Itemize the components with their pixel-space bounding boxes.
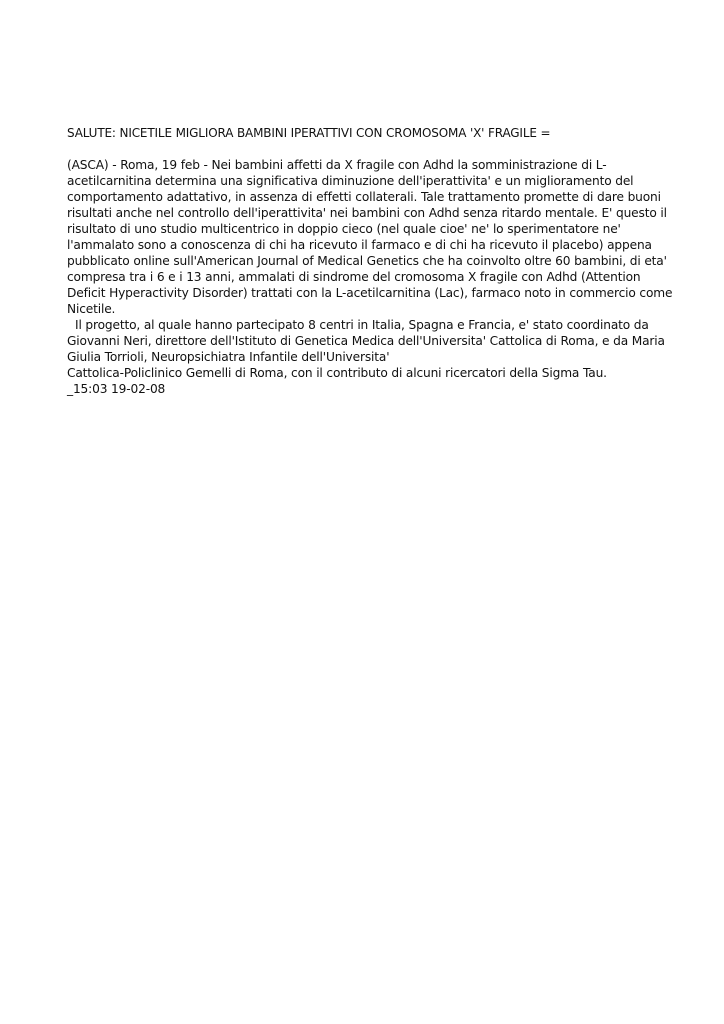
paragraph-line: Il progetto, al quale hanno partecipato 8 centri in Italia, Spagna e Francia, e' stato coordinato da (75, 318, 649, 332)
paragraph-line: l'ammalato sono a conoscenza di chi ha ricevuto il farmaco e di chi ha ricevuto il placebo) appena (67, 238, 652, 252)
paragraph-line: acetilcarnitina determina una significativa diminuzione dell'iperattivita' e un miglioramento del (67, 174, 634, 188)
paragraph-line: risultati anche nel controllo dell'iperattivita' nei bambini con Adhd senza ritardo mentale. E' questo il (67, 206, 667, 220)
article-paragraph-2 (67, 317, 665, 381)
paragraph-line: compresa tra i 6 e i 13 anni, ammalati di sindrome del cromosoma X fragile con Adhd (Attention (67, 270, 641, 284)
paragraph-line: Giulia Torrioli, Neuropsichiatra Infantile dell'Universita' (67, 350, 390, 364)
document-page (67, 125, 673, 397)
paragraph-line: comportamento adattativo, in assenza di effetti collaterali. Tale trattamento promette di dare buoni (67, 190, 661, 204)
paragraph-line: Cattolica-Policlinico Gemelli di Roma, con il contributo di alcuni ricercatori della Sigma Tau. (67, 366, 607, 380)
paragraph-line: risultato di uno studio multicentrico in doppio cieco (nel quale cioe' ne' lo sperimentatore ne' (67, 222, 621, 236)
paragraph-line: pubblicato online sull'American Journal of Medical Genetics che ha coinvolto oltre 60 bambini, di eta' (67, 254, 667, 268)
paragraph-line: (ASCA) - Roma, 19 feb - Nei bambini affetti da X fragile con Adhd la somministrazione di L- (67, 158, 607, 172)
article-timestamp: _15:03 19-02-08 (67, 382, 166, 396)
article-paragraph-1 (67, 157, 673, 317)
paragraph-line: Nicetile. (67, 302, 116, 316)
article-headline: SALUTE: NICETILE MIGLIORA BAMBINI IPERATTIVI CON CROMOSOMA 'X' FRAGILE = (67, 126, 551, 140)
paragraph-line: Deficit Hyperactivity Disorder) trattati con la L-acetilcarnitina (Lac), farmaco noto in commercio come (67, 286, 673, 300)
paragraph-line: Giovanni Neri, direttore dell'Istituto di Genetica Medica dell'Universita' Cattolica di Roma, e da Maria (67, 334, 665, 348)
